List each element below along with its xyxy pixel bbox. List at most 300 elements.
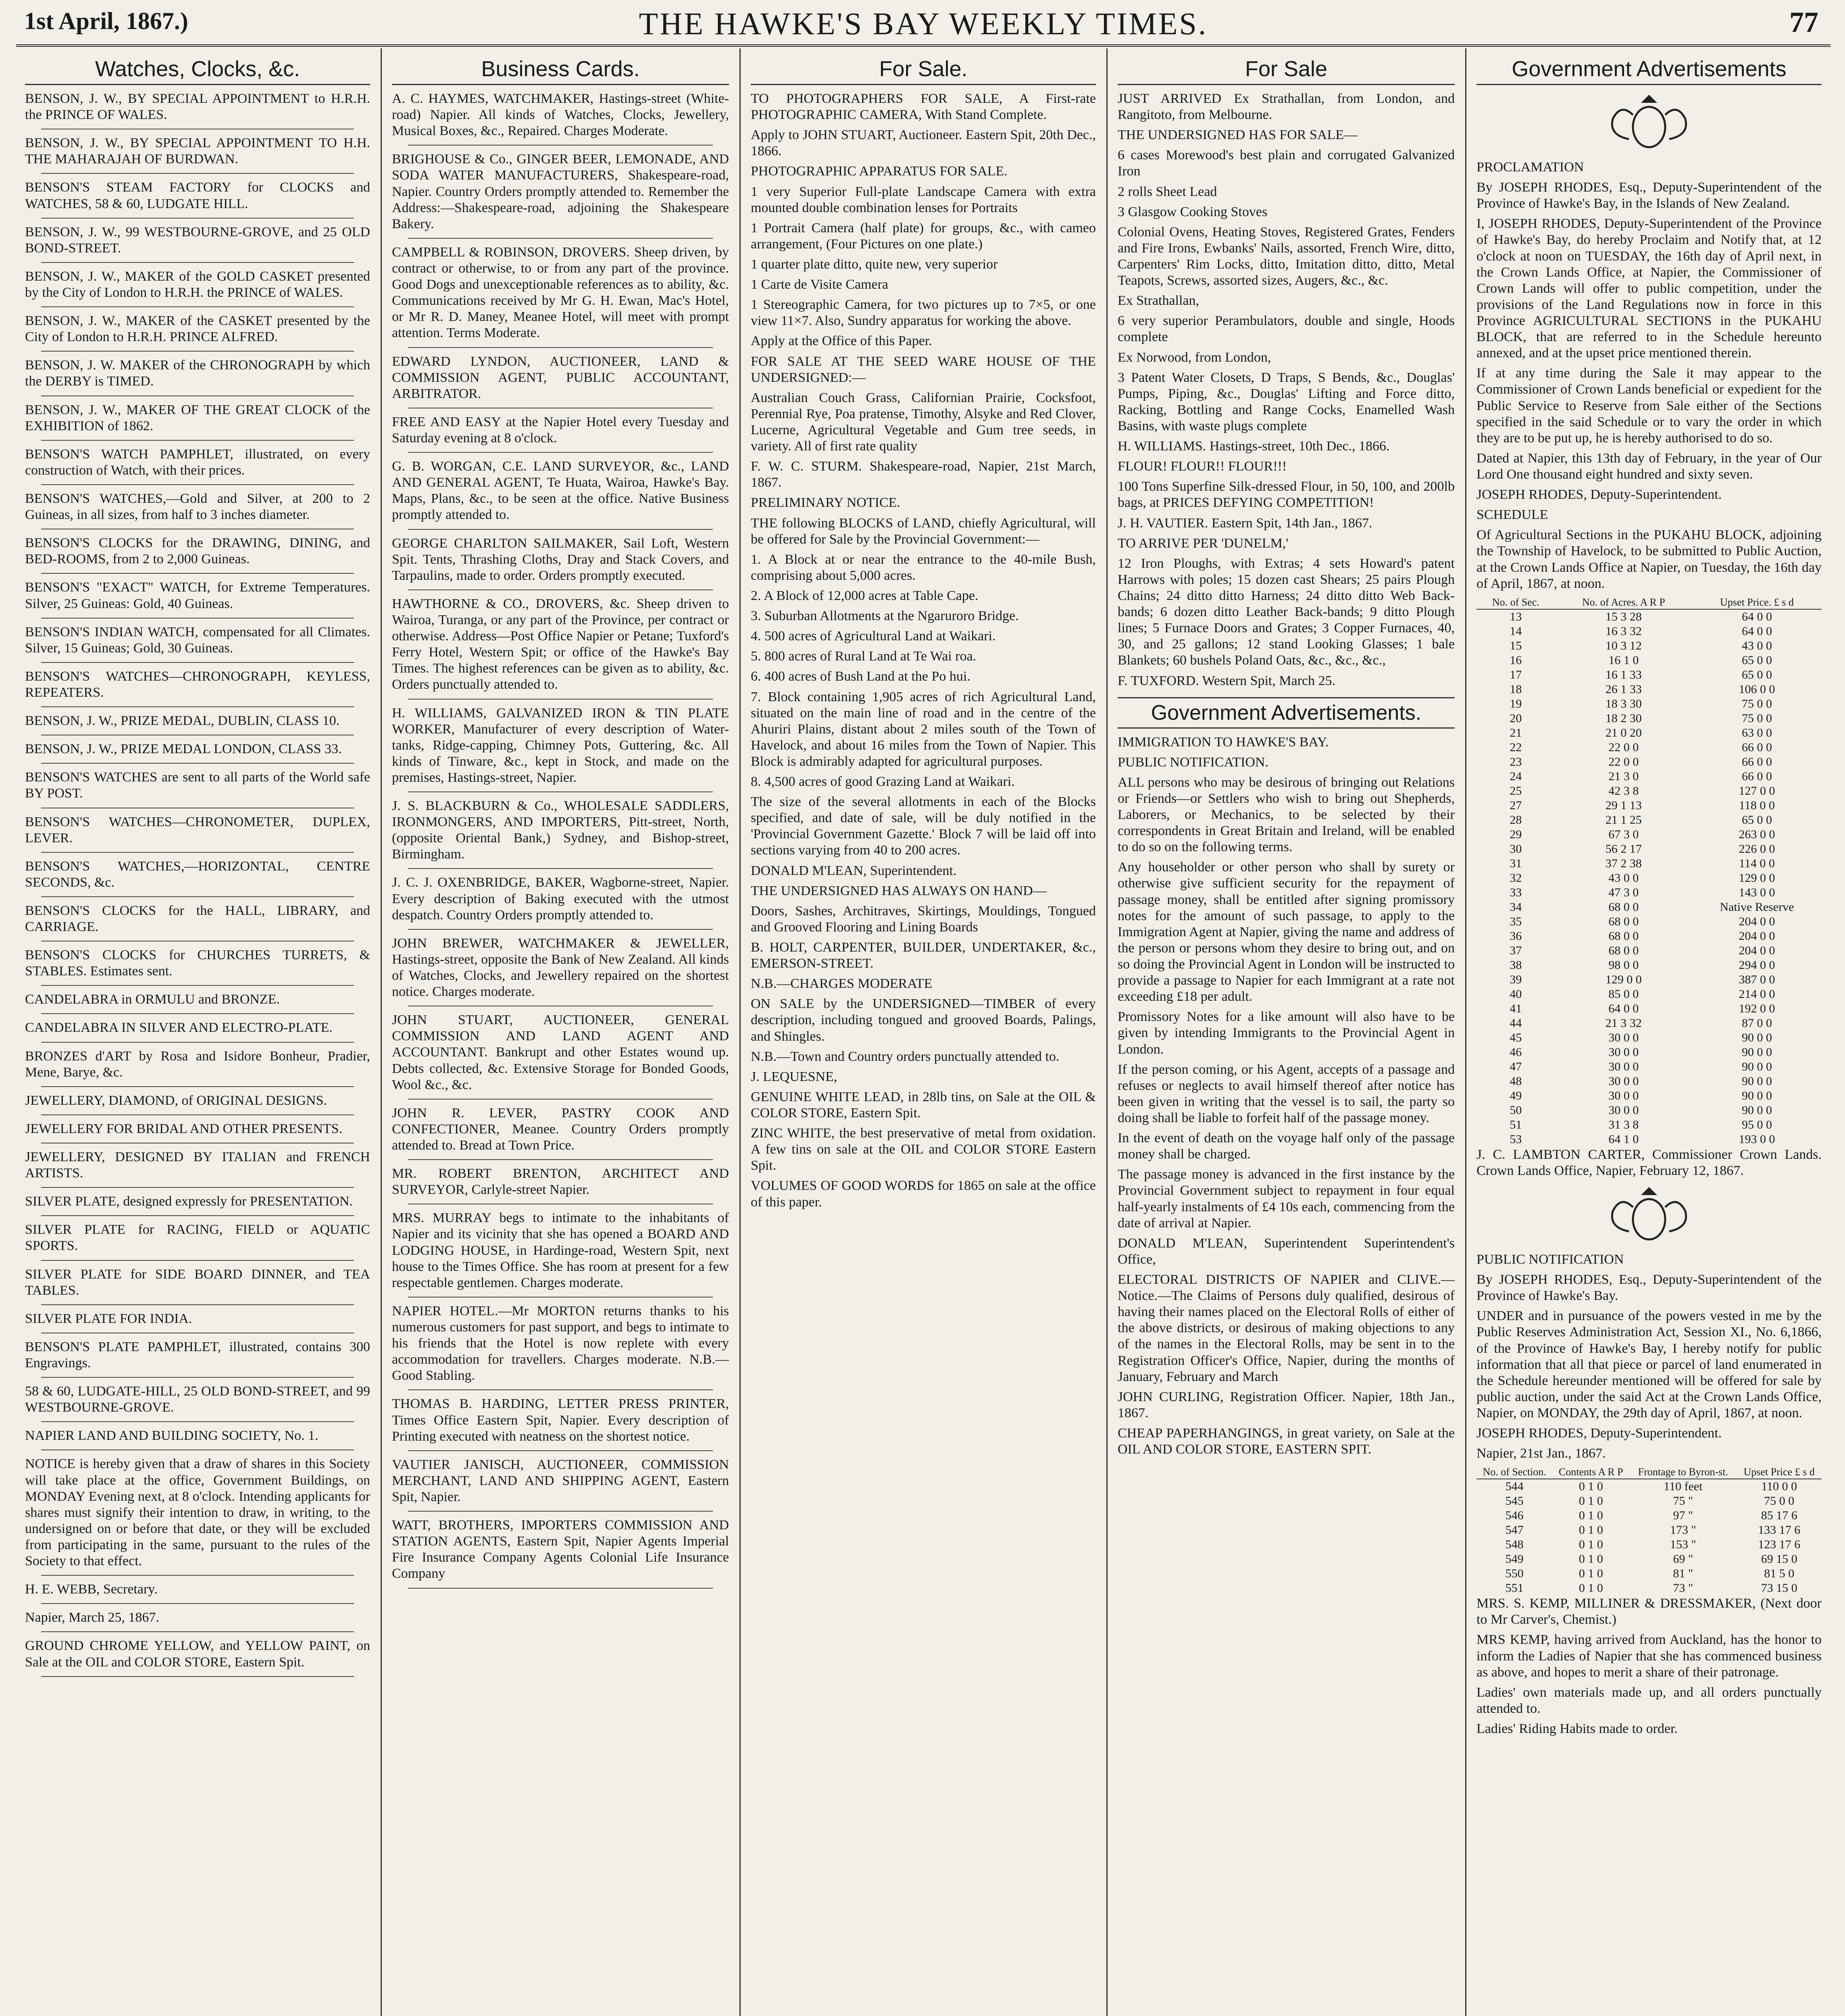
ad-divider [41, 218, 354, 219]
table-cell: 204 0 0 [1739, 943, 1775, 957]
table-cell: 110 0 0 [1761, 1480, 1797, 1493]
table-cell: 30 [1510, 842, 1522, 856]
table-cell: 19 [1510, 697, 1522, 710]
table-cell: 129 0 0 [1739, 871, 1775, 885]
ad-divider [41, 1042, 354, 1043]
ad-divider [41, 1215, 354, 1216]
advertisement: 1 Stereographic Camera, for two pictures up to 7×5, or one view 11×7. Also, Sundry apparatus for working the above. [751, 297, 1096, 329]
table-row [1476, 740, 1822, 755]
table-cell: 90 0 0 [1741, 1089, 1772, 1102]
advertisement: H. E. WEBB, Secretary. [25, 1582, 158, 1597]
table-header: No. of Sec. [1476, 596, 1555, 609]
table-cell: 204 0 0 [1739, 914, 1775, 928]
table-cell: 551 [1505, 1581, 1524, 1595]
ad-divider [408, 452, 713, 453]
table-row [1476, 784, 1822, 798]
table-cell: 64 0 0 [1741, 610, 1772, 623]
column-government [1468, 56, 1830, 2016]
advertisement: SILVER PLATE for RACING, FIELD or AQUATIC SPORTS. [25, 1222, 370, 1254]
advertisement: Ex Strathallan, [1118, 293, 1199, 308]
table-cell: 0 1 0 [1578, 1509, 1603, 1522]
table-row [1476, 929, 1822, 943]
ad-divider [41, 173, 354, 174]
ad-divider [41, 1421, 354, 1422]
table-row [1476, 842, 1822, 856]
table-cell: 17 [1510, 668, 1522, 681]
advertisement: BENSON'S "EXACT" WATCH, for Extreme Temperatures. Silver, 25 Guineas: Gold, 40 Guineas. [25, 580, 370, 611]
advertisement: F. TUXFORD. Western Spit, March 25. [1118, 673, 1336, 688]
table-cell: 226 0 0 [1739, 842, 1775, 856]
schedule-table [1476, 596, 1822, 1147]
advertisement: FREE AND EASY at the Napier Hotel every Tuesday and Saturday evening at 8 o'clock. [392, 414, 729, 446]
ad-list [1118, 734, 1455, 1458]
advertisement: JOHN STUART, AUCTIONEER, GENERAL COMMISSION AND LAND AGENT AND ACCOUNTANT. Bankrupt and other Estates wound up. Debts collected, &c. Extensive Storage for Bonded Goods, Wool &c., &c. [392, 1012, 729, 1092]
table-cell: 33 [1510, 885, 1522, 899]
advertisement: A. C. HAYMES, WATCHMAKER, Hastings-street (White-road) Napier. All kinds of Watches, Clocks, Jewellery, Musical Boxes, &c., Repaired. Charges Moderate. [392, 91, 729, 139]
advertisement: GROUND CHROME YELLOW, and YELLOW PAINT, on Sale at the OIL and COLOR STORE, Eastern Spit. [25, 1638, 370, 1670]
table-header: No. of Acres. A R P [1555, 596, 1692, 609]
table-cell: 15 3 28 [1605, 610, 1642, 623]
advertisement: Apply to JOHN STUART, Auctioneer. Eastern Spit, 20th Dec., 1866. [751, 127, 1096, 159]
table-cell: 75 0 0 [1764, 1494, 1795, 1508]
table-cell: 21 3 0 [1608, 769, 1639, 783]
ad-divider [41, 351, 354, 352]
advertisement: HAWTHORNE & CO., DROVERS, &c. Sheep driven to Wairoa, Turanga, or any part of the Province, per contract or otherwise. Address—Post Office Napier or Petane; Tuxford's Ferry Hotel, Western Spit; or office of the Hawke's Bay Times. The highest references can be given as to ability, &c. Orders punctually attended to. [392, 596, 729, 692]
advertisement: 12 Iron Ploughs, with Extras; 4 sets Howard's patent Harrows with poles; 15 dozen cast Shears; 25 pairs Plough Chains; 24 ditto ditto Harness; 24 ditto ditto Web Back-bands; 6 dozen ditto Leather Back-bands; 9 ditto Plough lines; 5 Furnace Doors and Grates; 3 Copper Furnaces, 40, 30, and 25 gallons; 12 stand Looking Glasses; 1 bale Blankets; 60 bushels Poland Oats, &c., &c., &c., [1118, 556, 1455, 668]
table-cell: 0 1 0 [1578, 1567, 1603, 1581]
advertisement: GENUINE WHITE LEAD, in 28lb tins, on Sale at the OIL & COLOR STORE, Eastern Spit. [751, 1089, 1096, 1121]
table-cell: 24 [1510, 769, 1522, 783]
ad-divider [41, 484, 354, 485]
table-row [1476, 682, 1822, 697]
ad-divider [41, 1304, 354, 1305]
table-row [1476, 1060, 1822, 1074]
advertisement: SILVER PLATE for SIDE BOARD DINNER, and TEA TABLES. [25, 1266, 370, 1298]
table-cell: 75 0 0 [1741, 711, 1772, 725]
table-cell: 18 2 30 [1605, 711, 1642, 725]
table-cell: 114 0 0 [1739, 856, 1775, 870]
table-cell: 193 0 0 [1739, 1132, 1775, 1146]
table-cell: 214 0 0 [1739, 987, 1775, 1001]
advertisement: JEWELLERY FOR BRIDAL AND OTHER PRESENTS. [25, 1121, 343, 1136]
table-cell: 98 0 0 [1608, 958, 1639, 972]
advertisement: Of Agricultural Sections in the PUKAHU BLOCK, adjoining the Township of Havelock, to be submitted to Public Auction, at the Crown Lands Office at Napier, on Tuesday, the 16th day of April, 1867, at noon. [1476, 527, 1822, 591]
advertisement: MR. ROBERT BRENTON, ARCHITECT AND SURVEYOR, Carlyle-street Napier. [392, 1166, 729, 1198]
table-row [1476, 1074, 1822, 1089]
table-cell: 0 1 0 [1578, 1552, 1603, 1566]
advertisement: CANDELABRA in ORMULU and BRONZE. [25, 992, 280, 1007]
table-cell: 21 3 32 [1605, 1016, 1642, 1030]
advertisement: N.B.—CHARGES MODERATE [751, 976, 933, 991]
advertisement: BENSON'S WATCH PAMPHLET, illustrated, on every construction of Watch, with their prices. [25, 446, 370, 478]
advertisement: If the person coming, or his Agent, accepts of a passage and refuses or neglects to avail himself thereof after notice has been given in writing that the vessel is to sail, the party so doing shall be liable to forfeit half of the passage money. [1118, 1062, 1455, 1126]
table-cell: 64 0 0 [1608, 1002, 1639, 1015]
advertisement: NAPIER LAND AND BUILDING SOCIETY, No. 1. [25, 1428, 319, 1443]
ad-list [1476, 1147, 1822, 1179]
table-header: No. of Section. [1476, 1466, 1552, 1479]
ad-divider [41, 1260, 354, 1261]
advertisement: 3. Suburban Allotments at the Ngaruroro Bridge. [751, 608, 1019, 624]
table-cell: 48 [1510, 1074, 1522, 1088]
table-row [1476, 987, 1822, 1002]
advertisement: BRONZES d'ART by Rosa and Isidore Bonheur, Pradier, Mene, Barye, &c. [25, 1048, 370, 1080]
advertisement: F. W. C. STURM. Shakespeare-road, Napier, 21st March, 1867. [751, 459, 1096, 490]
ad-divider [408, 868, 713, 869]
table-row [1476, 1132, 1822, 1147]
ad-list [1118, 91, 1455, 689]
table-cell: 0 1 0 [1578, 1523, 1603, 1537]
table-cell: 81 " [1673, 1567, 1693, 1581]
table-cell: 25 [1510, 784, 1522, 798]
table-cell: 41 [1510, 1002, 1522, 1015]
ad-divider [41, 1187, 354, 1188]
advertisement: GEORGE CHARLTON SAILMAKER, Sail Loft, Western Spit. Tents, Thrashing Cloths, Dray and Stack Covers, and Tarpaulins, made to order. Orders promptly executed. [392, 535, 729, 583]
table-cell: 47 3 0 [1608, 885, 1639, 899]
table-cell: 81 5 0 [1764, 1567, 1795, 1581]
table-cell: 40 [1510, 987, 1522, 1001]
table-row [1476, 1537, 1822, 1552]
table-cell: 87 0 0 [1741, 1016, 1772, 1030]
table-row [1476, 1581, 1822, 1595]
table-cell: 64 0 0 [1741, 624, 1772, 638]
advertisement: BENSON'S WATCHES—CHRONOGRAPH, KEYLESS, REPEATERS. [25, 669, 370, 700]
table-cell: 37 [1510, 943, 1522, 957]
table-row [1476, 1494, 1822, 1508]
advertisement: 4. 500 acres of Agricultural Land at Waikari. [751, 629, 996, 644]
advertisement: BENSON'S WATCHES,—Gold and Silver, at 200 to 2 Guineas, in all sizes, from half to 3 inches diameter. [25, 491, 370, 523]
column-heading: For Sale [1118, 56, 1455, 85]
advertisement: CANDELABRA IN SILVER AND ELECTRO-PLATE. [25, 1020, 333, 1035]
column-heading: Government Advertisements [1476, 56, 1822, 85]
royal-crest-icon [1597, 91, 1701, 155]
ad-divider [408, 1159, 713, 1160]
ad-divider [408, 529, 713, 530]
table-cell: 63 0 0 [1741, 726, 1772, 739]
ad-divider [41, 985, 354, 986]
column-for-sale [742, 56, 1105, 2016]
ad-divider [408, 1588, 713, 1589]
table-cell: 263 0 0 [1739, 827, 1775, 841]
table-cell: 29 [1510, 827, 1522, 841]
table-row [1476, 1552, 1822, 1566]
table-cell: 90 0 0 [1741, 1103, 1772, 1117]
advertisement: WATT, BROTHERS, IMPORTERS COMMISSION AND STATION AGENTS, Eastern Spit, Napier Agents Imperial Fire Insurance Company Agents Colonial Life Insurance Company [392, 1518, 729, 1581]
table-cell: 18 3 30 [1605, 697, 1642, 710]
advertisement: In the event of death on the voyage half only of the passage money shall be charged. [1118, 1131, 1455, 1162]
table-cell: 549 [1505, 1552, 1524, 1566]
ad-divider [408, 929, 713, 930]
advertisement: H. WILLIAMS, GALVANIZED IRON & TIN PLATE WORKER, Manufacturer of every description of Water-tanks, Ridge-capping, Chimney Pots, Guttering, &c. All kinds of Tinware, &c., kept in Stock, and made on the premises, Hastings-street, Napier. [392, 705, 729, 785]
table-cell: 65 0 0 [1741, 813, 1772, 827]
table-cell: Native Reserve [1720, 900, 1794, 914]
advertisement: JOHN R. LEVER, PASTRY COOK AND CONFECTIONER, Meanee. Country Orders promptly attended to. Bread at Town Price. [392, 1105, 729, 1153]
advertisement: BENSON, J. W., MAKER of the GOLD CASKET presented by the City of London to H.R.H. the PRINCE of WALES. [25, 269, 370, 300]
advertisement: BENSON'S CLOCKS for CHURCHES TURRETS, & STABLES. Estimates sent. [25, 948, 370, 979]
table-row [1476, 914, 1822, 929]
table-cell: 68 0 0 [1608, 914, 1639, 928]
advertisement: 1 very Superior Full-plate Landscape Camera with extra mounted double combination lenses for Portraits [751, 184, 1096, 215]
table-cell: 69 15 0 [1761, 1552, 1797, 1566]
page-number: 77 [1789, 6, 1818, 38]
ad-divider [408, 238, 713, 239]
advertisement: BENSON, J. W., PRIZE MEDAL LONDON, CLASS 33. [25, 741, 342, 757]
advertisement: J. C. J. OXENBRIDGE, BAKER, Wagborne-street, Napier. Every description of Baking executed with the utmost despatch. Country Orders promptly attended to. [392, 875, 729, 923]
table-row [1476, 958, 1822, 973]
advertisement: TO PHOTOGRAPHERS FOR SALE, A First-rate PHOTOGRAPHIC CAMERA, With Stand Complete. [751, 91, 1096, 123]
table-cell: 51 [1510, 1118, 1522, 1131]
ad-divider [41, 1114, 354, 1115]
advertisement: 1 Portrait Camera (half plate) for groups, &c., with cameo arrangement, (Four Pictures on one plate.) [751, 220, 1096, 252]
table-row [1476, 1045, 1822, 1060]
advertisement: ELECTORAL DISTRICTS OF NAPIER and CLIVE.—Notice.—The Claims of Persons duly qualified, desirous of having their names placed on the Electoral Rolls of either of the above districts, or desirous of making objections to any of the names in the Electoral Rolls, may be sent in to the Registration Officer's Office, Napier, during the months of January, February and March [1118, 1272, 1455, 1384]
column-rule [1106, 48, 1108, 2016]
table-cell: 35 [1510, 914, 1522, 928]
column-rule [1465, 48, 1466, 2016]
ad-divider [41, 852, 354, 853]
table-header: Upset Price. £ s d [1692, 596, 1822, 609]
advertisement: 100 Tons Superfine Silk-dressed Flour, in 50, 100, and 200lb bags, at PRICES DEFYING COMPETITION! [1118, 479, 1455, 510]
ad-divider [41, 1086, 354, 1087]
ad-divider [41, 662, 354, 663]
ad-divider [408, 699, 713, 700]
advertisement: ZINC WHITE, the best preservative of metal from oxidation. A few tins on sale at the OIL and COLOR STORE Eastern Spit. [751, 1126, 1096, 1173]
table-cell: 97 " [1673, 1509, 1693, 1522]
table-row [1476, 871, 1822, 885]
table-cell: 16 3 32 [1605, 624, 1642, 638]
advertisement: JOHN BREWER, WATCHMAKER & JEWELLER, Hastings-street, opposite the Bank of New Zealand. All kinds of Watches, Clocks, and Jewellery repaired on the shortest notice. Charges moderate. [392, 935, 729, 1000]
advertisement: J. LEQUESNE, [751, 1069, 837, 1084]
advertisement: IMMIGRATION TO HAWKE'S BAY. [1118, 734, 1329, 750]
advertisement: PUBLIC NOTIFICATION [1476, 1252, 1624, 1267]
advertisement: JOSEPH RHODES, Deputy-Superintendent. [1476, 1426, 1722, 1441]
advertisement: SILVER PLATE, designed expressly for PRESENTATION. [25, 1194, 353, 1209]
table-cell: 36 [1510, 929, 1522, 943]
advertisement: FOR SALE AT THE SEED WARE HOUSE OF THE UNDERSIGNED:— [751, 354, 1096, 385]
table-cell: 47 [1510, 1060, 1522, 1073]
advertisement: By JOSEPH RHODES, Esq., Deputy-Superintendent of the Province of Hawke's Bay, in the Islands of New Zealand. [1476, 180, 1822, 211]
advertisement: BENSON'S INDIAN WATCH, compensated for all Climates. Silver, 15 Guineas; Gold, 30 Guineas. [25, 624, 370, 656]
table-cell: 153 " [1670, 1538, 1696, 1552]
advertisement: 8. 4,500 acres of good Grazing Land at Waikari. [751, 774, 1015, 789]
table-cell: 50 [1510, 1103, 1522, 1117]
ad-list [25, 91, 370, 1677]
table-cell: 90 0 0 [1741, 1060, 1772, 1073]
table-cell: 30 0 0 [1608, 1060, 1639, 1073]
advertisement: VAUTIER JANISCH, AUCTIONEER, COMMISSION MERCHANT, LAND AND SHIPPING AGENT, Eastern Spit, Napier. [392, 1457, 729, 1504]
table-row [1476, 653, 1822, 668]
table-row [1476, 1002, 1822, 1016]
table-cell: 0 1 0 [1578, 1494, 1603, 1508]
table-cell: 66 0 0 [1741, 769, 1772, 783]
table-cell: 31 3 8 [1608, 1118, 1639, 1131]
table-cell: 173 " [1670, 1523, 1696, 1537]
ad-list [751, 91, 1096, 1210]
ad-list [1476, 1252, 1822, 1462]
table-cell: 21 1 25 [1605, 813, 1642, 827]
issue-date: 1st April, 1867.) [24, 8, 188, 34]
advertisement: 3 Patent Water Closets, D Traps, S Bends, &c., Douglas' Pumps, Piping, &c., Douglas' Lifting and Force ditto, Racking, Bottling and Range Cocks, Enamelled Wash Basins, with waste plugs complete [1118, 370, 1455, 433]
table-cell: 66 0 0 [1741, 740, 1772, 754]
table-header: Contents A R P [1552, 1466, 1629, 1479]
table-cell: 56 2 17 [1605, 842, 1642, 856]
column-heading: Business Cards. [392, 56, 729, 85]
table-cell: 127 0 0 [1739, 784, 1775, 798]
ad-divider [41, 1575, 354, 1576]
table-row [1476, 900, 1822, 914]
advertisement: CHEAP PAPERHANGINGS, in great variety, on Sale at the OIL AND COLOR STORE, EASTERN SPIT. [1118, 1425, 1455, 1457]
advertisement: 1. A Block at or near the entrance to the 40-mile Bush, comprising about 5,000 acres. [751, 552, 1096, 583]
table-row [1476, 639, 1822, 653]
table-row [1476, 668, 1822, 682]
table-cell: 45 [1510, 1031, 1522, 1044]
advertisement: 58 & 60, LUDGATE-HILL, 25 OLD BOND-STREET, and 99 WESTBOURNE-GROVE. [25, 1384, 370, 1415]
column-heading: For Sale. [751, 56, 1096, 85]
table-cell: 21 0 20 [1605, 726, 1642, 739]
ad-divider [41, 262, 354, 263]
table-row [1476, 885, 1822, 900]
advertisement: DONALD M'LEAN, Superintendent. [751, 863, 957, 878]
table-cell: 546 [1505, 1509, 1524, 1522]
table-cell: 110 feet [1664, 1480, 1703, 1493]
table-row [1476, 1031, 1822, 1045]
table-cell: 68 0 0 [1608, 900, 1639, 914]
ad-list [1476, 159, 1822, 592]
table-cell: 49 [1510, 1089, 1522, 1102]
table-cell: 544 [1505, 1480, 1524, 1493]
advertisement: 7. Block containing 1,905 acres of rich Agricultural Land, situated on the main line of road and in the centre of the Ahuriri Plains, distant about 2 miles south of the Town of Havelock, and about 16 miles from the Town of Napier. This Block is admirably adapted for agricultural purposes. [751, 689, 1096, 769]
advertisement: 3 Glasgow Cooking Stoves [1118, 204, 1268, 219]
advertisement: By JOSEPH RHODES, Esq., Deputy-Superintendent of the Province of Hawke's Bay. [1476, 1272, 1822, 1304]
advertisement: J. C. LAMBTON CARTER, Commissioner Crown Lands. Crown Lands Office, Napier, February 12, 1867. [1476, 1147, 1822, 1178]
advertisement: 2 rolls Sheet Lead [1118, 184, 1217, 199]
advertisement: 6. 400 acres of Bush Land at the Po hui. [751, 669, 970, 684]
table-cell: 90 0 0 [1741, 1045, 1772, 1059]
ad-divider [41, 1631, 354, 1632]
advertisement: JOHN CURLING, Registration Officer. Napier, 18th Jan., 1867. [1118, 1389, 1455, 1420]
table-cell: 30 0 0 [1608, 1045, 1639, 1059]
advertisement: NAPIER HOTEL.—Mr MORTON returns thanks to his numerous customers for past support, and begs to intimate to his friends that the Hotel is now replete with every accommodation for travellers. Charges moderate. N.B.—Good Stabling. [392, 1303, 729, 1383]
table-cell: 42 3 8 [1608, 784, 1639, 798]
table-cell: 75 0 0 [1741, 697, 1772, 710]
ad-divider [41, 440, 354, 441]
advertisement: B. HOLT, CARPENTER, BUILDER, UNDERTAKER, &c., EMERSON-STREET. [751, 940, 1096, 971]
advertisement: Doors, Sashes, Architraves, Skirtings, Mouldings, Tongued and Grooved Flooring and Lining Boards [751, 903, 1096, 935]
royal-crest-icon [1597, 1183, 1701, 1248]
column-business-cards [383, 56, 738, 2016]
advertisement: BENSON, J. W., 99 WESTBOURNE-GROVE, and 25 OLD BOND-STREET. [25, 224, 370, 256]
table-cell: 123 17 6 [1758, 1538, 1801, 1552]
table-cell: 16 [1510, 653, 1522, 667]
table-cell: 44 [1510, 1016, 1522, 1030]
table-cell: 53 [1510, 1132, 1522, 1146]
table-cell: 39 [1510, 973, 1522, 986]
table-cell: 550 [1505, 1567, 1524, 1581]
table-row [1476, 1089, 1822, 1103]
advertisement: I, JOSEPH RHODES, Deputy-Superintendent of the Province of Hawke's Bay, do hereby Proclaim and Notify that, at 12 o'clock at noon on TUESDAY, the 16th day of April next, in the Crown Lands Office, at Napier, the Commissioner of Crown Lands will offer to public competition, under the provisions of the Land Regulations now in force in this Province AGRICULTURAL SECTIONS in the PUKAHU BLOCK, that are referred to in the Schedule hereunto annexed, and at the upset price mentioned therein. [1476, 216, 1822, 361]
table-row [1476, 1103, 1822, 1118]
table-row [1476, 609, 1822, 624]
table-cell: 90 0 0 [1741, 1031, 1772, 1044]
advertisement: BRIGHOUSE & Co., GINGER BEER, LEMONADE, AND SODA WATER MANUFACTURERS, Shakespeare-road, Napier. Country Orders promptly attended to. Remember the Address:—Shakespeare-road, adjoining the Shakespeare Bakery. [392, 152, 729, 231]
table-cell: 66 0 0 [1741, 755, 1772, 768]
advertisement: The passage money is advanced in the first instance by the Provincial Government subject to repayment in four equal half-yearly instalments of £4 10s each, commencing from the date of arrival at Napier. [1118, 1167, 1455, 1231]
table-cell: 43 0 0 [1608, 871, 1639, 885]
advertisement: Ex Norwood, from London, [1118, 350, 1271, 365]
table-cell: 21 [1510, 726, 1522, 739]
ad-divider [41, 1603, 354, 1604]
advertisement: BENSON'S WATCHES,—HORIZONTAL, CENTRE SECONDS, &c. [25, 858, 370, 890]
table-cell: 15 [1510, 639, 1522, 652]
advertisement: PUBLIC NOTIFICATION. [1118, 754, 1268, 770]
ad-divider [408, 347, 713, 348]
advertisement: ALL persons who may be desirous of bringing out Relations or Friends—or Settlers who wish to bring out Shepherds, Laborers, or Mechanics, to be selected by their correspondents in Great Britain and Ireland, will be enabled to do so on the following terms. [1118, 775, 1455, 855]
advertisement: MRS. MURRAY begs to intimate to the inhabitants of Napier and its vicinity that she has opened a BOARD AND LODGING HOUSE, in Hardinge-road, Western Spit, next house to the Times Office. She has room at present for a few respectable gentlemen. Charges moderate. [392, 1210, 729, 1290]
table-cell: 192 0 0 [1739, 1002, 1775, 1015]
table-cell: 37 2 38 [1605, 856, 1642, 870]
table-cell: 46 [1510, 1045, 1522, 1059]
table-cell: 65 0 0 [1741, 668, 1772, 681]
ad-divider [41, 618, 354, 619]
table-row [1476, 973, 1822, 987]
table-row [1476, 813, 1822, 827]
table-cell: 29 1 13 [1605, 798, 1642, 812]
advertisement: BENSON'S WATCHES—CHRONOMETER, DUPLEX, LEVER. [25, 814, 370, 846]
advertisement: CAMPBELL & ROBINSON, DROVERS. Sheep driven, by contract or otherwise, to or from any part of the province. Good Dogs and unexceptionable references as to ability, &c. Communications received by Mr G. H. Ewan, Mac's Hotel, or Mr R. D. Maney, Meanee Hotel, will meet with prompt attention. Terms Moderate. [392, 244, 729, 341]
table-cell: 548 [1505, 1538, 1524, 1552]
advertisement: UNDER and in pursuance of the powers vested in me by the Public Reserves Administration Act, Session XI., No. 6,1866, of the Province of Hawke's Bay, I hereby notify for public information that all that piece or parcel of land enumerated in the Schedule hereunder mentioned will be offered for sale by public auction, under the said Act at the Crown Lands Office, Napier, on MONDAY, the 29th day of April, 1867, at noon. [1476, 1308, 1822, 1420]
advertisement: BENSON'S CLOCKS for the DRAWING, DINING, and BED-ROOMS, from 2 to 2,000 Guineas. [25, 535, 370, 567]
advertisement: PHOTOGRAPHIC APPARATUS FOR SALE. [751, 164, 1008, 179]
advertisement: Ladies' Riding Habits made to order. [1476, 1721, 1678, 1737]
table-cell: 204 0 0 [1739, 929, 1775, 943]
ad-list [392, 91, 729, 1589]
table-cell: 129 0 0 [1605, 973, 1642, 986]
table-cell: 31 [1510, 856, 1522, 870]
advertisement: 1 quarter plate ditto, quite new, very superior [751, 256, 998, 272]
advertisement: PRELIMINARY NOTICE. [751, 495, 900, 510]
advertisement: JUST ARRIVED Ex Strathallan, from London, and Rangitoto, from Melbourne. [1118, 91, 1455, 123]
advertisement: Colonial Ovens, Heating Stoves, Registered Grates, Fenders and Fire Irons, Ewbanks' Nails, assorted, French Wire, ditto, Carpenters' Rim Locks, ditto, Imitation ditto, ditto, Metal Teapots, Screws, assorted sizes, Augers, &c., &c. [1118, 224, 1455, 288]
table-cell: 75 " [1673, 1494, 1693, 1508]
advertisement: JEWELLERY, DESIGNED BY ITALIAN and FRENCH ARTISTS. [25, 1150, 370, 1181]
schedule-table [1476, 1466, 1822, 1595]
advertisement: Australian Couch Grass, Californian Prairie, Cocksfoot, Perennial Rye, Poa pratense, Timothy, Alsyke and Red Clover, Lucerne, Agricultural Vegetable and Gum tree seeds, in variety. All of first rate quality [751, 390, 1096, 454]
ad-divider [41, 1377, 354, 1378]
ad-list [1476, 1595, 1822, 1737]
advertisement: SILVER PLATE FOR INDIA. [25, 1311, 192, 1326]
table-cell: 133 17 6 [1758, 1523, 1801, 1537]
advertisement: BENSON'S WATCHES are sent to all parts of the World safe BY POST. [25, 770, 370, 801]
table-cell: 85 17 6 [1761, 1509, 1797, 1522]
table-cell: 20 [1510, 711, 1522, 725]
advertisement: Promissory Notes for a like amount will also have to be given by intending Immigrants to the Provincial Agent in London. [1118, 1009, 1455, 1057]
table-cell: 28 [1510, 813, 1522, 827]
ad-divider [41, 896, 354, 897]
advertisement: THE UNDERSIGNED HAS ALWAYS ON HAND— [751, 883, 1047, 898]
column-heading: Watches, Clocks, &c. [25, 56, 370, 85]
advertisement: 5. 800 acres of Rural Land at Te Wai roa. [751, 649, 977, 664]
advertisement: BENSON'S PLATE PAMPHLET, illustrated, contains 300 Engravings. [25, 1339, 370, 1371]
table-cell: 68 0 0 [1608, 929, 1639, 943]
ad-divider [408, 1511, 713, 1512]
advertisement: THE UNDERSIGNED HAS FOR SALE— [1118, 127, 1358, 143]
advertisement: 2. A Block of 12,000 acres at Table Cape. [751, 588, 979, 603]
table-cell: 32 [1510, 871, 1522, 885]
table-cell: 547 [1505, 1523, 1524, 1537]
table-row [1476, 711, 1822, 726]
table-row [1476, 943, 1822, 958]
advertisement: NOTICE is hereby given that a draw of shares in this Society will take place at the office, Government Buildings, on MONDAY Evening next, at 8 o'clock. Intending applicants for shares must signify their intention to draw, in writing, to the undersigned on or before that date, or they will be excluded from participating in the same, pursuant to the rules of the Society to that effect. [25, 1456, 370, 1569]
